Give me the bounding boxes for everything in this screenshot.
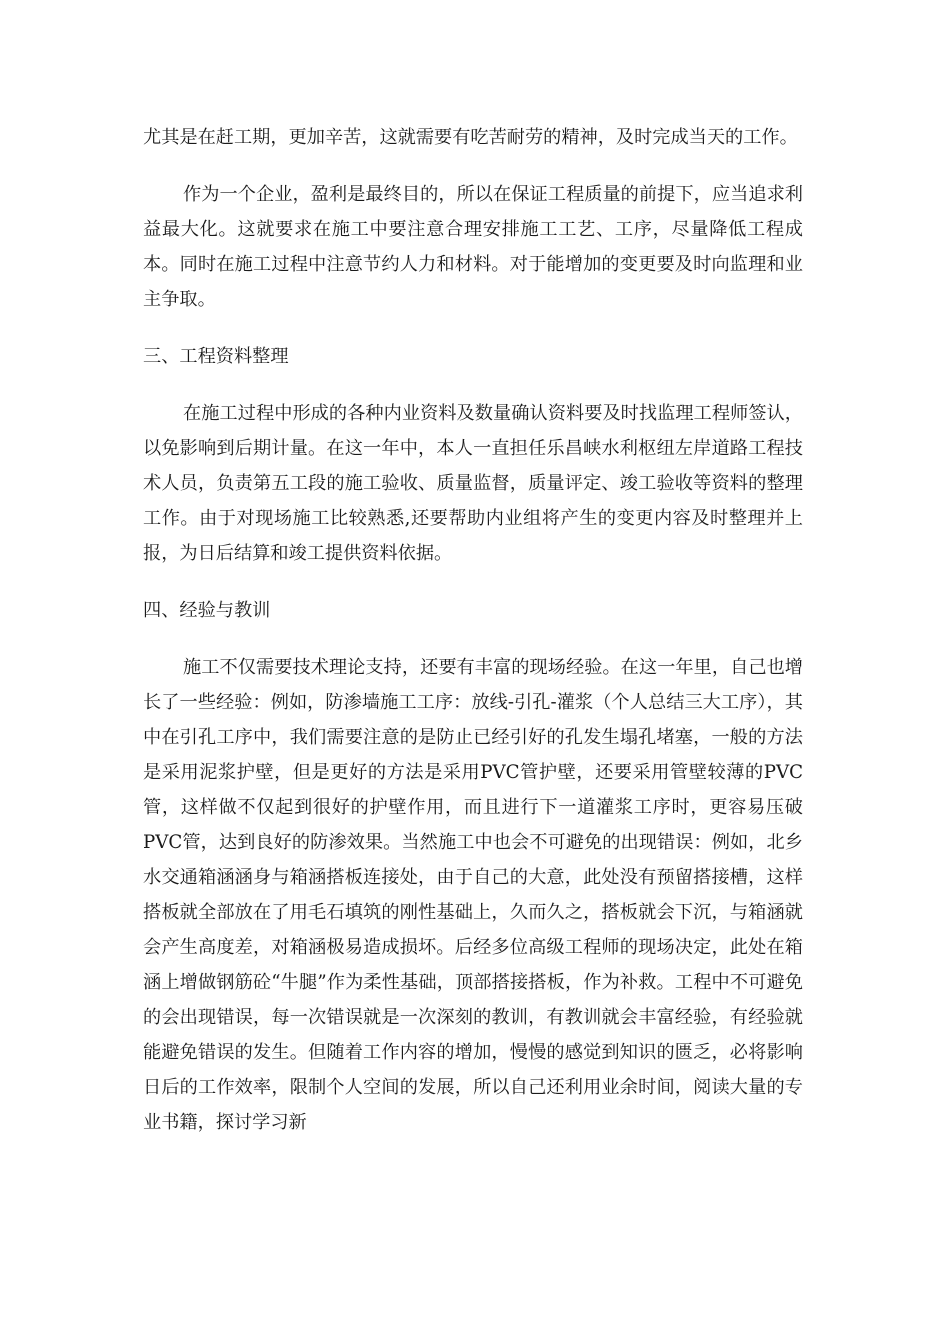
- paragraph-records: 在施工过程中形成的各种内业资料及数量确认资料要及时找监理工程师签认，以免影响到后期计量。在这一年中，本人一直担任乐昌峡水利枢纽左岸道路工程技术人员，负责第五工段的施工验收、质量监督，质量评定、竣工验收等资料的整理工作。由于对现场施工比较熟悉,还要帮助内业组将产生的变更内容及时整理并上报，为日后结算和竣工提供资料依据。: [143, 403, 803, 564]
- section-heading-4: 四、经验与教训: [143, 600, 271, 621]
- document-page: [143, 120, 803, 1140]
- paragraph-continuation: 尤其是在赶工期，更加辛苦，这就需要有吃苦耐劳的精神，及时完成当天的工作。: [143, 127, 798, 148]
- section-heading-3: 三、工程资料整理: [143, 346, 289, 367]
- paragraph-experience: 施工不仅需要技术理论支持，还要有丰富的现场经验。在这一年里，自己也增长了一些经验：例如，防渗墙施工工序：放线-引孔-灌浆（个人总结三大工序），其中在引孔工序中，我们需要注意的是防止已经引好的孔发生塌孔堵塞，一般的方法是采用泥浆护壁，但是更好的方法是采用PVC管护壁，还要采用管壁较薄的PVC管，这样做不仅起到很好的护壁作用，而且进行下一道灌浆工序时，更容易压破PVC管，达到良好的防渗效果。当然施工中也会不可避免的出现错误：例如，北乡水交通箱涵涵身与箱涵搭板连接处，由于自己的大意，此处没有预留搭接槽，这样搭板就全部放在了用毛石填筑的刚性基础上，久而久之，搭板就会下沉，与箱涵就会产生高度差，对箱涵极易造成损坏。后经多位高级工程师的现场决定，此处在箱涵上增做钢筋砼“牛腿”作为柔性基础，顶部搭接搭板，作为补救。工程中不可避免的会出现错误，每一次错误就是一次深刻的教训，有教训就会丰富经验，有经验就能避免错误的发生。但随着工作内容的增加，慢慢的感觉到知识的匮乏，必将影响日后的工作效率，限制个人空间的发展，所以自己还利用业余时间，阅读大量的专业书籍，探讨学习新: [143, 657, 803, 1133]
- paragraph-profit: 作为一个企业，盈利是最终目的，所以在保证工程质量的前提下，应当追求利益最大化。这就要求在施工中要注意合理安排施工工艺、工序，尽量降低工程成本。同时在施工过程中注意节约人力和材料。对于能增加的变更要及时向监理和业主争取。: [143, 184, 803, 310]
